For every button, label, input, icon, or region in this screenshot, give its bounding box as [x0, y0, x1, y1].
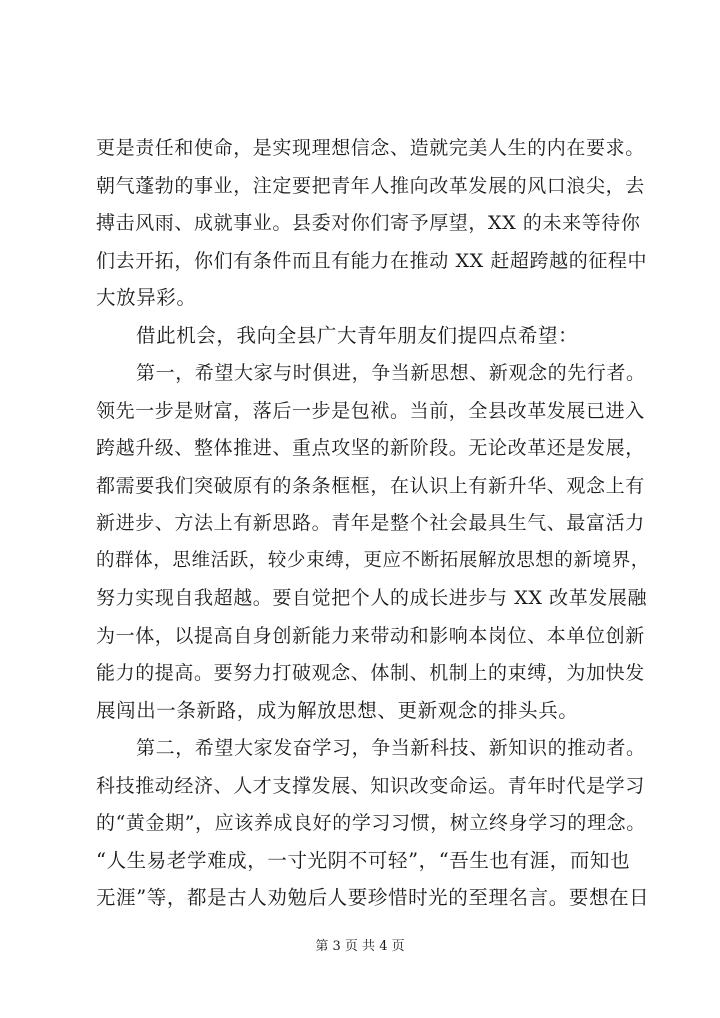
text-line-4: 们去开拓，你们有条件而且有能力在推动 XX 赶超跨越的征程中 — [96, 249, 648, 272]
text-line-15: 能力的提高。要努力打破观念、体制、机制上的束缚，为加快发 — [96, 662, 645, 684]
page-number-footer: 第 3 页 共 4 页 — [315, 939, 405, 954]
text-line-13: 努力实现自我超越。要自觉把个人的成长进步与 XX 改革发展融 — [96, 587, 648, 609]
text-line-1: 更是责任和使命，是实现理想信念、造就完美人生的内在要求。 — [96, 137, 645, 159]
text-line-11: 新进步、方法上有新思路。青年是整个社会最具生气、最富活力 — [96, 512, 645, 534]
paragraph-second: 第二，希望大家发奋学习，争当新科技、新知识的推动者。 — [136, 737, 646, 759]
text-line-3: 搏击风雨、成就事业。县委对你们寄予厚望，XX 的未来等待你 — [96, 212, 641, 234]
text-line-14: 为一体，以提高自身创新能力来带动和影响本岗位、本单位创新 — [96, 624, 645, 647]
text-line-16: 展闯出一条新路，成为解放思想、更新观念的排头兵。 — [96, 698, 579, 722]
paragraph-intro: 借此机会，我向全县广大青年朋友们提四点希望： — [136, 323, 579, 347]
text-line-9: 跨越升级、整体推进、重点攻坚的新阶段。无论改革还是发展， — [96, 437, 645, 459]
text-line-21: 无涯”等，都是古人劝勉后人要珍惜时光的至理名言。要想在日 — [96, 886, 650, 909]
text-line-2: 朝气蓬勃的事业，注定要把青年人推向改革发展的风口浪尖，去 — [96, 174, 645, 197]
text-line-18: 科技推动经济、人才支撑发展、知识改变命运。青年时代是学习 — [96, 774, 645, 797]
text-line-8: 领先一步是财富，落后一步是包袱。当前，全县改革发展已进入 — [96, 399, 645, 422]
text-line-5: 大放异彩。 — [96, 286, 197, 309]
text-line-20: “人生易老学难成，一寸光阴不可轻”，“吾生也有涯，而知也 — [96, 848, 631, 872]
text-line-12: 的群体，思维活跃，较少束缚，更应不断拓展解放思想的新境界， — [96, 549, 650, 571]
text-line-10: 都需要我们突破原有的条条框框，在认识上有新升华、观念上有 — [96, 474, 645, 497]
paragraph-first: 第一，希望大家与时俱进，争当新思想、新观念的先行者。 — [136, 362, 646, 384]
text-line-19: 的“黄金期”，应该养成良好的学习习惯，树立终身学习的理念。 — [96, 812, 646, 834]
